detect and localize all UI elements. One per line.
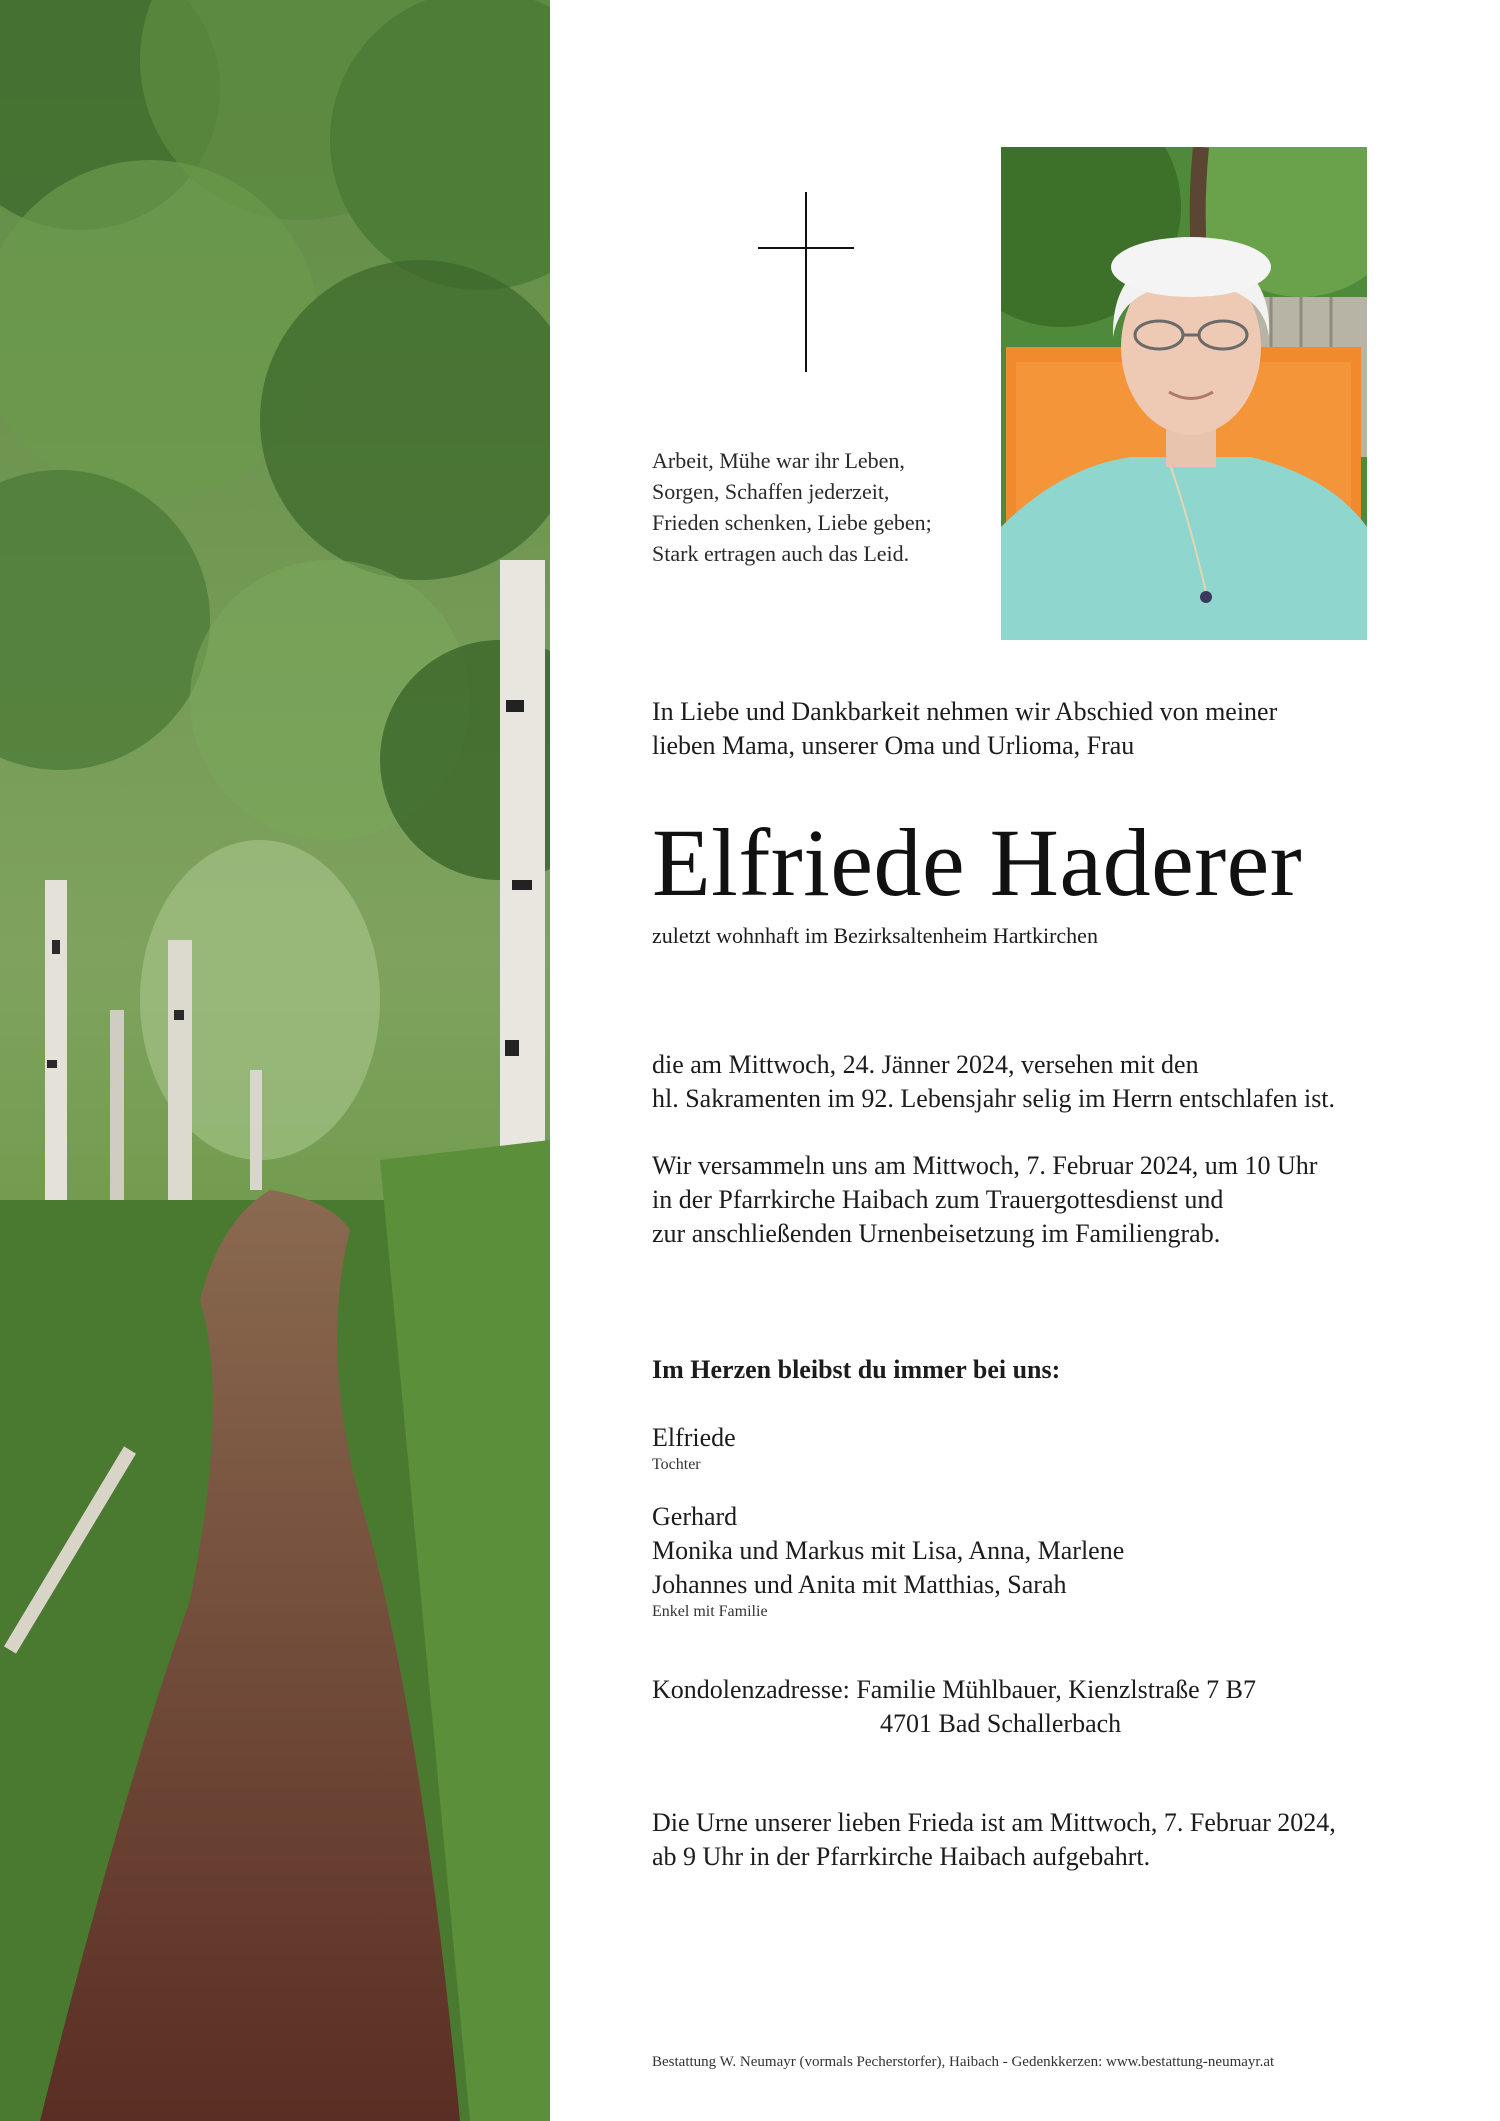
condolence-line: Kondolenzadresse: Familie Mühlbauer, Kienzlstraße 7 B7 [652,1675,1257,1704]
portrait-photo [1001,147,1367,640]
service-line: in der Pfarrkirche Haibach zum Trauergottesdienst und [652,1185,1224,1214]
verse-line: Sorgen, Schaffen jederzeit, [652,479,890,504]
urn-notice-line: ab 9 Uhr in der Pfarrkirche Haibach aufgebahrt. [652,1842,1151,1871]
service-line: Wir versammeln uns am Mittwoch, 7. Februar 2024, um 10 Uhr [652,1151,1318,1180]
mourner-group [652,1421,736,1475]
verse-line: Stark ertragen auch das Leid. [652,541,910,566]
intro-line: In Liebe und Dankbarkeit nehmen wir Abschied von meiner [652,697,1278,726]
intro-line: lieben Mama, unserer Oma und Urlioma, Frau [652,731,1135,760]
mourner-name: Monika und Markus mit Lisa, Anna, Marlene [652,1536,1125,1565]
death-notice-line: hl. Sakramenten im 92. Lebensjahr selig im Herrn entschlafen ist. [652,1084,1336,1113]
cross-icon [758,192,854,372]
verse-line: Arbeit, Mühe war ihr Leben, [652,448,905,473]
residence-text: zuletzt wohnhaft im Bezirksaltenheim Hartkirchen [652,923,1098,948]
deceased-name: Elfriede Haderer [652,809,1303,916]
mourner-name: Johannes und Anita mit Matthias, Sarah [652,1570,1067,1599]
footer-credit: Bestattung W. Neumayr (vormals Pecherstorfer), Haibach - Gedenkkerzen: www.bestattung-neumayr.at [652,2054,1275,2070]
mourner-group [652,1500,1124,1622]
mourner-role: Enkel mit Familie [652,1603,768,1620]
urn-notice-line: Die Urne unserer lieben Frieda ist am Mittwoch, 7. Februar 2024, [652,1808,1336,1837]
forest-path-photo [0,0,550,2121]
mourner-name: Gerhard [652,1502,738,1531]
condolence-line: 4701 Bad Schallerbach [880,1709,1122,1738]
urn-notice [652,1806,1336,1874]
service-notice [652,1149,1317,1251]
condolence-address [652,1673,1256,1741]
mourner-role: Tochter [652,1456,701,1473]
mourner-name: Elfriede [652,1423,736,1452]
memorial-verse [652,445,972,569]
death-notice-line: die am Mittwoch, 24. Jänner 2024, versehen mit den [652,1050,1199,1079]
service-line: zur anschließenden Urnenbeisetzung im Familiengrab. [652,1219,1221,1248]
intro-text [652,695,1277,763]
verse-line: Frieden schenken, Liebe geben; [652,510,932,535]
death-notice [652,1048,1335,1116]
mourners-heading: Im Herzen bleibst du immer bei uns: [652,1355,1061,1384]
